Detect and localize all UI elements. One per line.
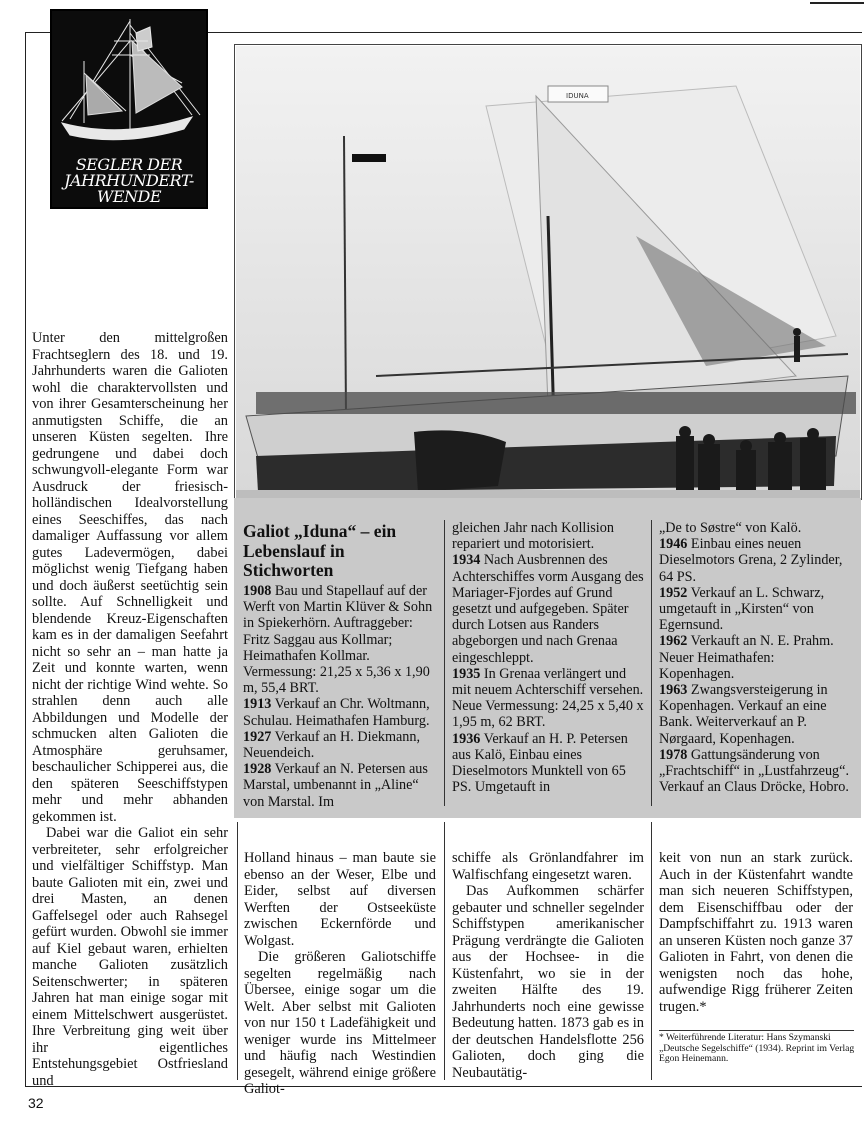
chronicle-title: Galiot „Iduna“ – ein Lebenslauf in Stichworten [243, 521, 397, 580]
chronicle-entry: 1963 Zwangsversteigerung in Kopenhagen. Verkauf an eine Bank. Weiterverkauf an P. Nørgaard, Kopenhagen. [659, 682, 828, 747]
chronicle-divider-1 [444, 520, 445, 806]
chronicle-entry: 1927 Verkauf an H. Diekmann, Neuendeich. [243, 728, 421, 762]
intro-column [32, 330, 228, 1089]
ship-photo-illustration [236, 46, 860, 498]
chronicle-entry: 1913 Verkauf an Chr. Woltmann, Schulau. Heimathafen Hamburg. [243, 696, 430, 729]
body-paragraph: keit von nun an stark zurück. Auch in der Küstenfahrt wandte man sich neueren Schiffstypen, dem Eisenschiffbau oder der Dampfschiffahrt zu. 1913 waren an unseren Küsten noch ganze 37 Galioten in Fahrt, von denen die wenigsten noch das hohe, aufwendige Rigg früherer Zeiten trugen.* [659, 850, 853, 1015]
body-column-2 [244, 850, 436, 1098]
body-column-3 [452, 850, 644, 1081]
body-paragraph: schiffe als Grönlandfahrer im Walfischfang eingesetzt waren. [452, 850, 644, 883]
chronicle-column-2 [452, 520, 646, 795]
chronicle-entry: „De to Søstre“ von Kalö. [659, 520, 802, 536]
chronicle-entry: 1936 Verkauf an H. P. Petersen aus Kalö, Einbau eines Dieselmotors Munktell von 65 PS. Umgetauft in [452, 730, 628, 796]
chronicle-entry: 1946 Einbau eines neuen Dieselmotors Grena, 2 Zylinder, 64 PS. [659, 536, 843, 585]
column-divider-1 [237, 822, 238, 1080]
body-paragraph: Holland hinaus – man baute sie ebenso an der Weser, Elbe und Eider, selbst auf diversen Werften der Ostseeküste zwischen Eckernförde und Wolgast. [244, 850, 436, 949]
frame-left-rule [25, 32, 26, 1087]
chronicle-divider-2 [651, 520, 652, 806]
column-divider-2 [444, 822, 445, 1080]
logo-line-1: SEGLER DER [75, 155, 183, 174]
footnote: * Weiterführende Literatur: Hans Szymanski „Deutsche Segelschiffe“ (1934). Reprint im Verlag Egon Heinemann. [659, 1032, 855, 1064]
chronicle-entry: 1962 Verkauft an N. E. Prahm. Neuer Heimathafen: Kopenhagen. [659, 633, 834, 682]
flag-text: IDUNA [566, 92, 589, 100]
body-paragraph: Die größeren Galiotschiffe segelten regelmäßig nach Übersee, einige sogar um die Welt. Aber selbst mit Galioten von nur 150 t Ladefähigkeit und weniger wurde ins Mittelmeer und häufig nach Westindien gesegelt, während einige größere Galiot- [244, 949, 436, 1097]
body-column-4 [659, 850, 853, 1015]
column-divider-3 [651, 822, 652, 1080]
chronicle-column-1 [243, 583, 436, 810]
chronicle-entry: 1935 In Grenaa verlängert und mit neuem Achterschiff versehen. Neue Vermessung: 24,25 x 5,40 x 1,95 m, 62 BRT. [452, 665, 644, 731]
intro-paragraph-2: Dabei war die Galiot ein sehr verbreiteter, sehr erfolgreicher und vielfältiger Schiffstyp. Man baute Galioten mit ein, zwei und drei Masten, an denen Gaffelsegel oder auch Rahsegel gefürt wurden. Obwohl sie immer auf Kiel gebaut waren, erhielten manche Galioten zusätzlich Seitenschwerter; in späteren Jahren hat man einige sogar mit einem Mittelschwert ausgerüstet. Ihre Verbreitung ging weit über ihr eigentliches Entstehungsgebiet Ostfriesland und [32, 825, 228, 1089]
footnote-rule [659, 1030, 854, 1031]
chronicle-entry: 1952 Verkauf an L. Schwarz, umgetauft in „Kirsten“ von Egernsund. [659, 584, 825, 634]
body-paragraph: Das Aufkommen schärfer gebauter und schneller segelnder Schiffstypen amerikanischer Prägung verdrängte die Galioten aus der Hochsee- in die Küstenfahrt, wo sie in der zweiten Hälfte des 19. Jahrhunderts noch eine gewisse Bedeutung hatten. 1873 gab es in der deutschen Handelsflotte 256 Galioten, doch ging die Neubautätig- [452, 883, 644, 1081]
series-logo [50, 9, 208, 209]
intro-paragraph-1: Unter den mittelgroßen Frachtseglern des 18. und 19. Jahrhunderts waren die Galioten wohl die charaktervollsten und von ihrer Gesamterscheinung her anmutigsten Schiffe, die an unseren Küsten segelten. Ihre gedrungene und dabei doch schwungvoll-elegante Form war Ausdruck der friesisch-holländischen Idealvorstellung eines Seeschiffes, das nach damaliger Auffassung vor allem gutes Ladevermögen, dabei möglichst wenig Tiefgang haben und doch äußerst seetüchtig sein sollte. Auf Schnelligkeit und blendende Kreuz-Eigenschaften kam es in der damaligen Seefahrt nicht so sehr an – man hatte ja Zeit und konnte warten, wenn nicht der richtige Wind wehte. So strahlen denn auch alle Abbildungen und Modelle der schmucken alten Galioten die Atmosphäre geruhsamer, beschaulicher Schipperei aus, die den späteren Seeschiffstypen mehr und mehr abhanden gekommen ist. [32, 330, 228, 825]
chronicle-entry: 1908 Bau und Stapellauf auf der Werft von Martin Klüver & Sohn in Spiekerhörn. Auftraggeber: Fritz Saggau aus Kollmar; Heimathafen Kollmar. Vermessung: 21,25 x 5,36 x 1,90 m, 55,4 BRT. [243, 583, 433, 697]
chronicle-entry: gleichen Jahr nach Kollision repariert und motorisiert. [452, 520, 614, 553]
galiot-photo [236, 46, 860, 498]
chronicle-entry: 1978 Gattungsänderung von „Frachtschiff“ in „Lustfahrzeug“. Verkauf an Claus Dröcke, Hobro. [659, 746, 850, 796]
logo-line-2: JAHRHUNDERT- [64, 171, 194, 190]
logo-line-3: WENDE [96, 187, 162, 206]
top-rule [810, 2, 864, 4]
page-number: 32 [28, 1095, 44, 1111]
chronicle-entry: 1928 Verkauf an N. Petersen aus Marstal, umbenannt in „Aline“ von Marstal. Im [243, 761, 428, 810]
chronicle-entry: 1934 Nach Ausbrennen des Achterschiffes vorm Ausgang des Mariager-Fjordes auf Grund gesetzt und aufgegeben. Später durch Lotsen aus Randers abgeborgen und nach Grenaa eingeschleppt. [452, 552, 644, 666]
chronicle-column-3 [659, 520, 853, 795]
